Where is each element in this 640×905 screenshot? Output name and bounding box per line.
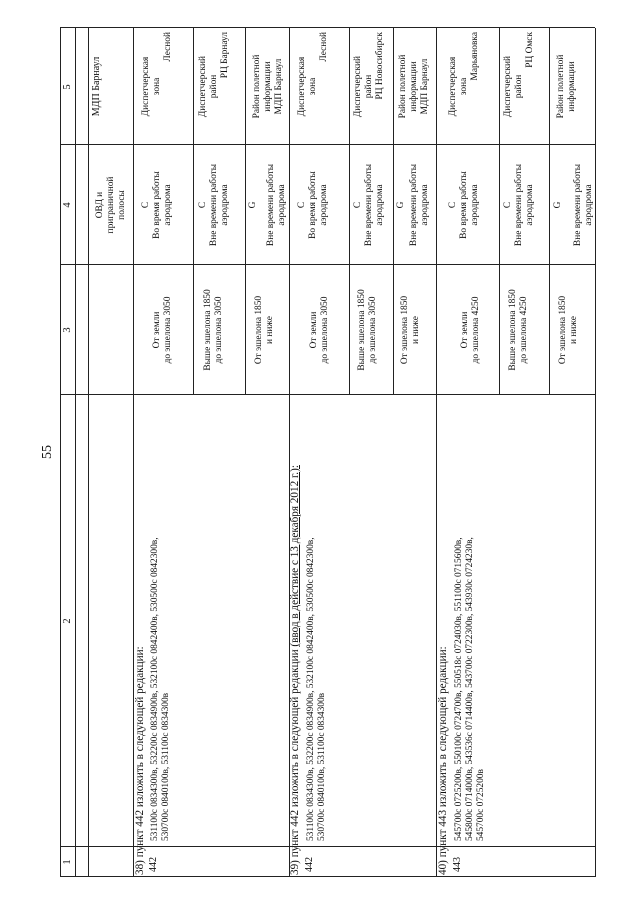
s1r2-time2: аэродрома: [220, 184, 230, 226]
s1r1-time: Во время работы: [152, 171, 162, 239]
table-top-border: [60, 28, 61, 877]
s1r1-alt-2: до эшелона 3050: [163, 296, 173, 364]
s3r1-time: Во время работы: [459, 171, 469, 239]
section-1-title: 38) пункт 442 изложить в следующей редакции:: [134, 646, 146, 875]
page-number: 55: [40, 445, 55, 459]
header-col-1: 1: [62, 859, 73, 865]
s1r3-alt-1: От эшелона 1850: [254, 295, 264, 365]
s2-row-line-2: [393, 28, 394, 395]
s1r1-time2: аэродрома: [163, 184, 173, 226]
s1r3-class: G: [248, 201, 258, 209]
s2r1-zone-2: зона: [308, 77, 318, 96]
s3r3-zone-2: информации: [567, 61, 577, 112]
s3r3-alt-2: и ниже: [569, 316, 579, 344]
s3r2-zone-1: Диспетчерский: [503, 55, 513, 118]
s3r2-class: C: [503, 201, 513, 209]
s3r2-zone-2: район: [514, 74, 524, 99]
s3r2-zone-3: РЦ Омск: [525, 32, 535, 68]
s3-row-line-2: [549, 28, 550, 395]
section-2-title-a: 39) пункт 442 изложить в следующей редакции: [289, 646, 301, 875]
s2r3-zone-3: МДП Барнаул: [420, 58, 430, 115]
section-1-codes-1: 531100с 0834300в, 532200с 0834900в, 532100с 0842400в, 530500с 0842300в,: [150, 537, 160, 841]
header-divider-1: [75, 28, 76, 877]
header-col-4: 4: [62, 202, 73, 208]
s1r2-zone-3: РЦ Барнаул: [220, 32, 230, 79]
s3-row-line-1: [499, 28, 500, 395]
s2r3-alt-1: От эшелона 1850: [400, 295, 410, 365]
s2r2-time2: аэродрома: [375, 184, 385, 226]
s2r3-alt-2: и ниже: [411, 316, 421, 344]
s1r1-zone-3: Лесной: [163, 32, 173, 62]
s2r1-time: Во время работы: [308, 171, 318, 239]
s3r2-time2: аэродрома: [525, 184, 535, 226]
s2r1-class: C: [297, 201, 307, 209]
s2r1-alt-1: От земли: [309, 311, 319, 349]
s1-row-line-2: [245, 28, 246, 395]
s1-row-line-1: [193, 28, 194, 395]
s1r2-zone-1: Диспетчерский: [198, 55, 208, 118]
s2r3-zone-1: Район полетной: [398, 54, 408, 119]
s1r1-zone-1: Диспетчерская: [141, 56, 151, 117]
header-col4-line-2: приграничной: [106, 176, 116, 234]
section-2-number: 442: [304, 857, 315, 872]
section-3-number: 443: [452, 857, 463, 872]
s1r3-time: Вне времени работы: [266, 163, 276, 247]
s2r3-zone-2: информации: [409, 61, 419, 112]
s1r3-alt-2: и ниже: [265, 316, 275, 344]
s1r1-class: C: [141, 201, 151, 209]
section-3-codes-2: 545800с 0714000в, 543536с 0714400в, 543700с 0722300в, 543930с 0724230в,: [465, 537, 475, 841]
s3r1-class: C: [448, 201, 458, 209]
s2r2-time: Вне времени работы: [364, 163, 374, 247]
s2r2-zone-1: Диспетчерский: [353, 55, 363, 118]
s2-row-line-1: [349, 28, 350, 395]
header-col5-label: МДП Барнаул: [91, 56, 102, 117]
s1r2-zone-2: район: [209, 74, 219, 99]
s2r2-zone-2: район: [364, 74, 374, 99]
s1r2-alt-1: Выше эшелона 1850: [203, 289, 213, 371]
s3r1-alt-1: От земли: [460, 311, 470, 349]
s3r3-alt-1: От эшелона 1850: [558, 295, 568, 365]
s1r2-class: C: [198, 201, 208, 209]
header-col4-line-1: ОВД и: [95, 191, 105, 219]
s3r1-zone-3: Марьяновка: [470, 32, 480, 81]
s2r3-time2: аэродрома: [420, 184, 430, 226]
s2r3-class: G: [396, 201, 406, 209]
s2r1-time2: аэродрома: [319, 184, 329, 226]
s3r2-alt-2: до эшелона 4250: [519, 296, 529, 364]
s2r2-alt-2: до эшелона 3050: [368, 296, 378, 364]
s2r2-class: C: [353, 201, 363, 209]
section-3-codes-3: 545700с 0725200в: [476, 769, 486, 841]
s2r1-zone-3: Лесной: [319, 32, 329, 62]
s3r2-alt-1: Выше эшелона 1850: [508, 289, 518, 371]
s3r1-zone-2: зона: [459, 77, 469, 96]
section-2-title-b: (ввод в действие с 13 декабря 2012 г.):: [289, 465, 301, 647]
col-line-0: [60, 876, 595, 877]
s2r1-alt-2: до эшелона 3050: [320, 296, 330, 364]
s1r2-alt-2: до эшелона 3050: [214, 296, 224, 364]
header-col4-line-3: полосы: [117, 190, 127, 220]
s1r3-time2: аэродрома: [277, 184, 287, 226]
section-2-codes-1: 531100с 0834300в, 532200с 0834900в, 532100с 0842400в, 530500с 0842300в,: [306, 537, 316, 841]
s3r2-time: Вне времени работы: [514, 163, 524, 247]
section-2-codes-2: 530700с 0840100в, 531100с 0834300в: [317, 692, 327, 841]
s1r3-zone-3: МДП Барнаул: [274, 58, 284, 115]
s1r1-alt-1: От земли: [152, 311, 162, 349]
s1r2-time: Вне времени работы: [209, 163, 219, 247]
section-3-title: 40) пункт 443 изложить в следующей редакции:: [437, 646, 449, 875]
section-1-number: 442: [148, 857, 159, 872]
s1r3-zone-2: информации: [263, 61, 273, 112]
s1r1-zone-2: зона: [152, 77, 162, 96]
header-col-5: 5: [62, 84, 73, 90]
header-col-3: 3: [62, 327, 73, 333]
section-2-title: [289, 465, 301, 875]
s3r3-zone-1: Район полетной: [556, 54, 566, 119]
s3r3-time: Вне времени работы: [573, 163, 583, 247]
header-col-2: 2: [62, 618, 73, 624]
table-bottom-border: [595, 28, 596, 877]
s2r2-alt-1: Выше эшелона 1850: [357, 289, 367, 371]
section-3-codes-1: 545700с 0725200в, 550100с 0724700в, 550518с 0724030в, 551100с 0715600в,: [454, 537, 464, 841]
s2r3-time: Вне времени работы: [409, 163, 419, 247]
header-divider-2: [88, 28, 89, 877]
s3r1-alt-2: до эшелона 4250: [471, 296, 481, 364]
section-1-codes-2: 530700с 0840100в, 531100с 0834300в: [161, 692, 171, 841]
s1r3-zone-1: Район полетной: [252, 54, 262, 119]
s2r2-zone-3: РЦ Новосибирск: [375, 32, 385, 100]
s3r1-zone-1: Диспетчерская: [448, 56, 458, 117]
s3r3-time2: аэродрома: [584, 184, 594, 226]
s3r1-time2: аэродрома: [470, 184, 480, 226]
s2r1-zone-1: Диспетчерская: [297, 56, 307, 117]
s3r3-class: G: [553, 201, 563, 209]
